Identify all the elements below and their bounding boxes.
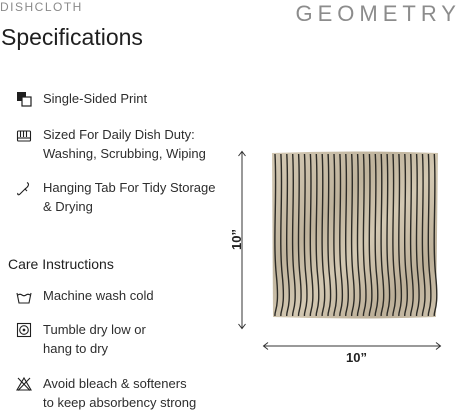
print-icon <box>16 91 32 107</box>
feature-size: Sized For Daily Dish Duty: Washing, Scrubbing, Wiping <box>43 127 206 161</box>
brand-logo: GEOMETRY <box>295 1 461 26</box>
height-label: 10” <box>228 229 244 250</box>
care-machine-wash: Machine wash cold <box>43 288 154 303</box>
care-tumble-dry: Tumble dry low or hang to dry <box>43 322 146 356</box>
dishcloth-swatch <box>270 150 440 320</box>
width-label: 10” <box>346 350 367 365</box>
product-category: DISHCLOTH <box>0 0 83 14</box>
hook-icon <box>16 181 32 197</box>
care-heading: Care Instructions <box>8 256 114 272</box>
no-bleach-icon <box>16 376 32 392</box>
care-no-bleach: Avoid bleach & softeners to keep absorbency strong <box>43 376 197 410</box>
feature-single-sided: Single-Sided Print <box>43 91 148 106</box>
feature-hanging-tab: Hanging Tab For Tidy Storage & Drying <box>43 180 216 214</box>
dish-rack-icon <box>16 128 32 144</box>
machine-wash-icon <box>16 289 32 305</box>
tumble-dry-icon <box>16 322 32 338</box>
page-title: Specifications <box>1 24 143 50</box>
